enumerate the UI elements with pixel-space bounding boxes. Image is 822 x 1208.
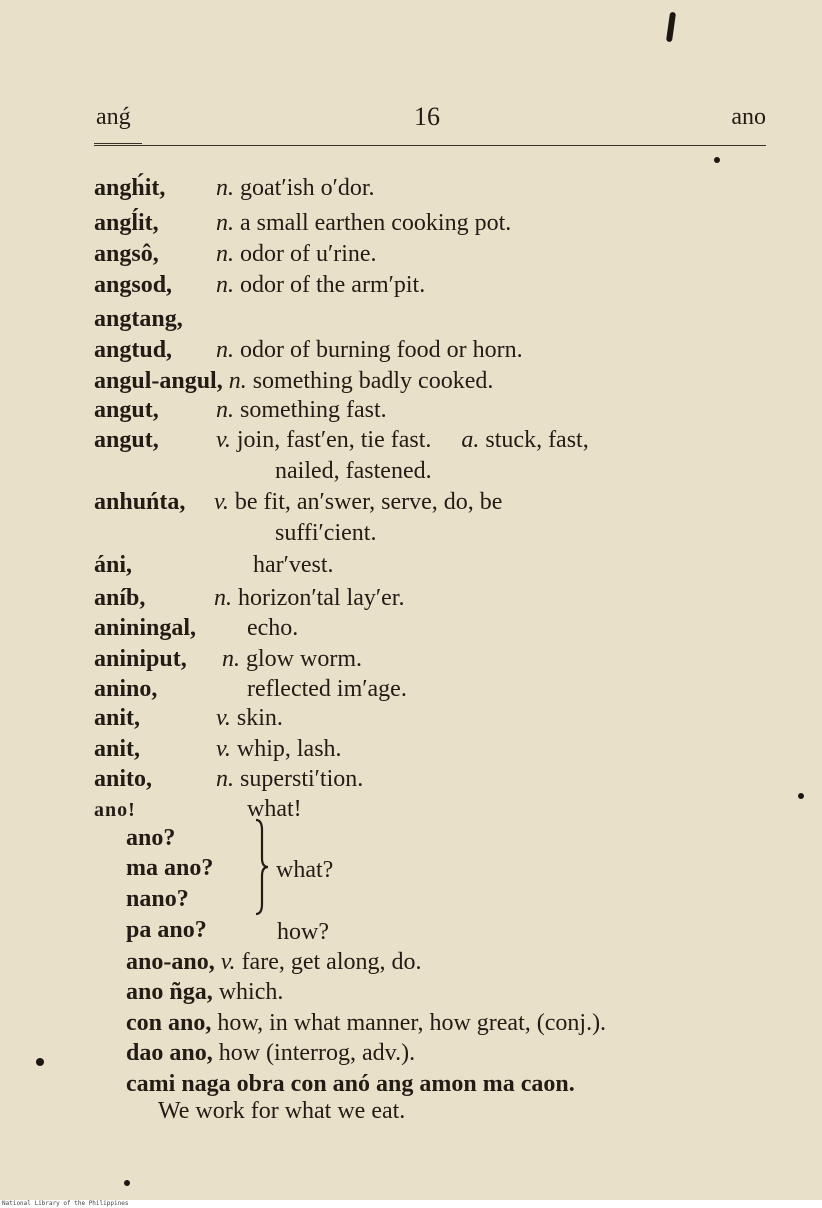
entry-definition [247, 674, 407, 704]
speck [36, 1058, 44, 1066]
part-of-speech: n. [228, 368, 247, 394]
entry-definition [216, 764, 363, 794]
part-of-speech: n. [214, 585, 232, 611]
entry-definition [247, 613, 298, 643]
entry-definition [216, 395, 387, 425]
guide-word-right: ano [731, 104, 766, 130]
page-number: 16 [414, 102, 440, 131]
headword: aniningal, [94, 615, 197, 641]
entry-definition [216, 335, 523, 365]
group-form [126, 823, 175, 853]
part-of-speech: n. [216, 272, 234, 298]
example-sentence: cami naga obra con anó ang amon ma caon. [126, 1071, 575, 1097]
definition: a small earthen cooking pot. [240, 210, 512, 236]
definition: fare, get along, do. [241, 949, 422, 975]
form-text: ano? [126, 825, 176, 851]
headword: angsô, [94, 241, 159, 267]
definition: something badly cooked. [252, 368, 494, 394]
headword: angtud, [94, 337, 173, 363]
part-of-speech-secondary: a. [461, 427, 480, 453]
entry-definition [216, 703, 283, 733]
definition: reflected im′age. [247, 676, 407, 702]
headword: angĺit, [94, 210, 159, 236]
entry-definition [253, 550, 334, 580]
headword: anito, [94, 766, 153, 792]
headword: angul-angul, [94, 368, 223, 394]
entry-definition [222, 644, 362, 674]
sub-entry [126, 1008, 606, 1038]
headword: anhuńta, [94, 489, 186, 515]
entry-definition [216, 270, 425, 300]
entry [94, 703, 140, 733]
running-head [96, 104, 766, 136]
entry [94, 366, 493, 396]
group-form [126, 853, 213, 883]
headword: ano-ano, [126, 949, 215, 975]
headword: aníb, [94, 585, 146, 611]
speck [798, 793, 804, 799]
headword: angut, [94, 427, 159, 453]
library-credit: National Library of the Philippines [2, 1200, 129, 1207]
entry [94, 239, 159, 269]
part-of-speech: v. [216, 705, 231, 731]
entry [94, 395, 159, 425]
definition: har′vest. [253, 552, 334, 578]
headword: angsod, [94, 272, 173, 298]
part-of-speech: n. [216, 241, 234, 267]
definition: horizon′tal lay′er. [238, 585, 405, 611]
part-of-speech: v. [214, 489, 229, 515]
definition: be fit, an′swer, serve, do, be [234, 489, 503, 515]
entry [94, 425, 159, 455]
entry [94, 764, 152, 794]
footer-strip [0, 1200, 822, 1208]
definition: glow worm. [246, 646, 362, 672]
definition: which. [218, 979, 284, 1005]
headword: anit, [94, 705, 141, 731]
grouping-brace [250, 818, 270, 916]
headword: anino, [94, 676, 158, 702]
headword: ano! [94, 799, 136, 821]
headword: áni, [94, 552, 133, 578]
speck [124, 1180, 130, 1186]
definition-secondary: stuck, fast, [485, 427, 589, 453]
definition: skin. [236, 705, 283, 731]
definition-continuation: nailed, fastened. [275, 458, 432, 484]
entry-definition [214, 487, 502, 517]
headword: ano ñga, [126, 979, 213, 1005]
entry-definition [216, 173, 375, 203]
entry [94, 208, 159, 238]
definition: goat′ish o′dor. [240, 175, 375, 201]
definition-continuation: suffi′cient. [275, 520, 377, 546]
group-form [126, 884, 189, 914]
entry [94, 644, 187, 674]
entry [94, 794, 136, 824]
part-of-speech: n. [222, 646, 240, 672]
entry [94, 304, 183, 334]
speck [714, 157, 720, 163]
definition: something fast. [240, 397, 387, 423]
headword: dao ano, [126, 1040, 213, 1066]
headword: angh́it, [94, 175, 166, 201]
headword: pa ano? [126, 917, 207, 943]
entry [94, 734, 140, 764]
definition: how, in what manner, how great, (conj.). [217, 1010, 607, 1036]
headword: con ano, [126, 1010, 212, 1036]
entry-definition [216, 734, 342, 764]
definition: how (interrog, adv.). [218, 1040, 416, 1066]
part-of-speech: n. [216, 210, 234, 236]
headword: aniniput, [94, 646, 187, 672]
entry [94, 583, 145, 613]
entry [94, 550, 132, 580]
entry-definition [216, 425, 589, 455]
definition: what! [247, 796, 302, 822]
part-of-speech: n. [216, 175, 234, 201]
entry [94, 335, 172, 365]
part-of-speech: v. [216, 736, 231, 762]
headword: angut, [94, 397, 159, 423]
part-of-speech: n. [216, 397, 234, 423]
sub-entry [126, 915, 207, 945]
definition: how? [277, 919, 329, 945]
form-text: nano? [126, 886, 189, 912]
part-of-speech: n. [216, 766, 234, 792]
definition: echo. [247, 615, 299, 641]
headword: angtang, [94, 306, 183, 332]
entry [94, 270, 172, 300]
entry-definition [277, 917, 329, 947]
part-of-speech: v. [220, 949, 236, 975]
entry [94, 487, 185, 517]
definition: odor of burning food or horn. [240, 337, 523, 363]
entry-definition [216, 239, 377, 269]
form-text: ma ano? [126, 855, 214, 881]
part-of-speech: v. [216, 427, 231, 453]
sub-entry [126, 947, 422, 977]
definition: supersti′tion. [240, 766, 364, 792]
entry [94, 173, 165, 203]
sub-entry [126, 1038, 415, 1068]
group-meaning: what? [276, 857, 334, 883]
ink-mark [666, 12, 676, 43]
entry [94, 613, 196, 643]
part-of-speech: n. [216, 337, 234, 363]
definition: odor of u′rine. [240, 241, 377, 267]
header-rule [94, 145, 766, 146]
entry-definition [216, 208, 511, 238]
sub-entry [126, 977, 283, 1007]
entry [94, 674, 157, 704]
headword: anit, [94, 736, 141, 762]
definition: join, fast′en, tie fast. [236, 427, 432, 453]
guide-word-left: anǵ [96, 104, 131, 130]
entry-definition [214, 583, 404, 613]
example-translation: We work for what we eat. [158, 1098, 406, 1124]
definition: odor of the arm′pit. [240, 272, 426, 298]
definition: whip, lash. [236, 736, 342, 762]
